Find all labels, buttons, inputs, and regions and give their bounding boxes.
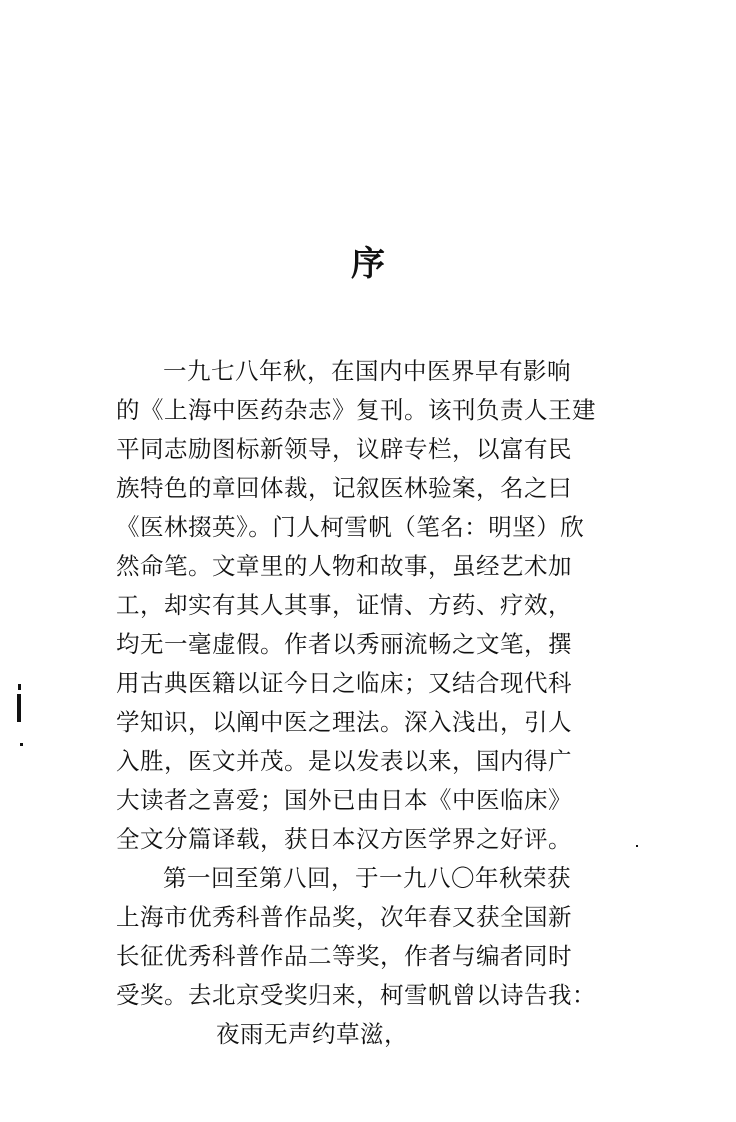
text-line: 均无一毫虚假。作者以秀丽流畅之文笔，撰 (116, 630, 572, 658)
text-line: 用古典医籍以证今日之临床；又结合现代科 (116, 669, 572, 697)
scan-artifact-mark (20, 743, 23, 746)
text-line: 上海市优秀科普作品奖，次年春又获全国新 (116, 903, 572, 931)
text-line: 工，却实有其人其事，证情、方药、疗效， (116, 591, 572, 619)
preface-body (116, 352, 596, 1054)
text-line: 《医林掇英》。门人柯雪帆（笔名：明坚）欣 (116, 513, 585, 541)
scan-artifact-mark (17, 694, 21, 722)
page-title: 序 (351, 244, 385, 284)
text-line: 入胜，医文并茂。是以发表以来，国内得广 (116, 747, 572, 775)
text-line: 大读者之喜爱；国外已由日本《中医临床》 (116, 786, 572, 814)
text-line: 全文分篇译载，获日本汉方医学界之好评。 (116, 825, 572, 853)
text-line: 长征优秀科普作品二等奖，作者与编者同时 (116, 942, 572, 970)
text-line: 第一回至第八回，于一九八〇年秋荣获 (163, 864, 571, 892)
text-line: 族特色的章回体裁，记叙医林验案，名之曰 (116, 474, 572, 502)
text-line: 受奖。去北京受奖归来，柯雪帆曾以诗告我： (116, 981, 596, 1009)
text-line: 平同志励图标新领导，议辟专栏，以富有民 (116, 435, 572, 463)
text-line: 然命笔。文章里的人物和故事，虽经艺术加 (116, 552, 572, 580)
scan-artifact-mark (18, 684, 21, 690)
text-line: 的《上海中医药杂志》复刊。该刊负责人王建 (116, 396, 596, 424)
poem-line: 夜雨无声约草滋， (216, 1020, 408, 1048)
text-line: 一九七八年秋，在国内中医界早有影响 (163, 357, 571, 385)
scan-artifact-mark (636, 845, 638, 847)
text-line: 学知识，以阐中医之理法。深入浅出，引人 (116, 708, 572, 736)
